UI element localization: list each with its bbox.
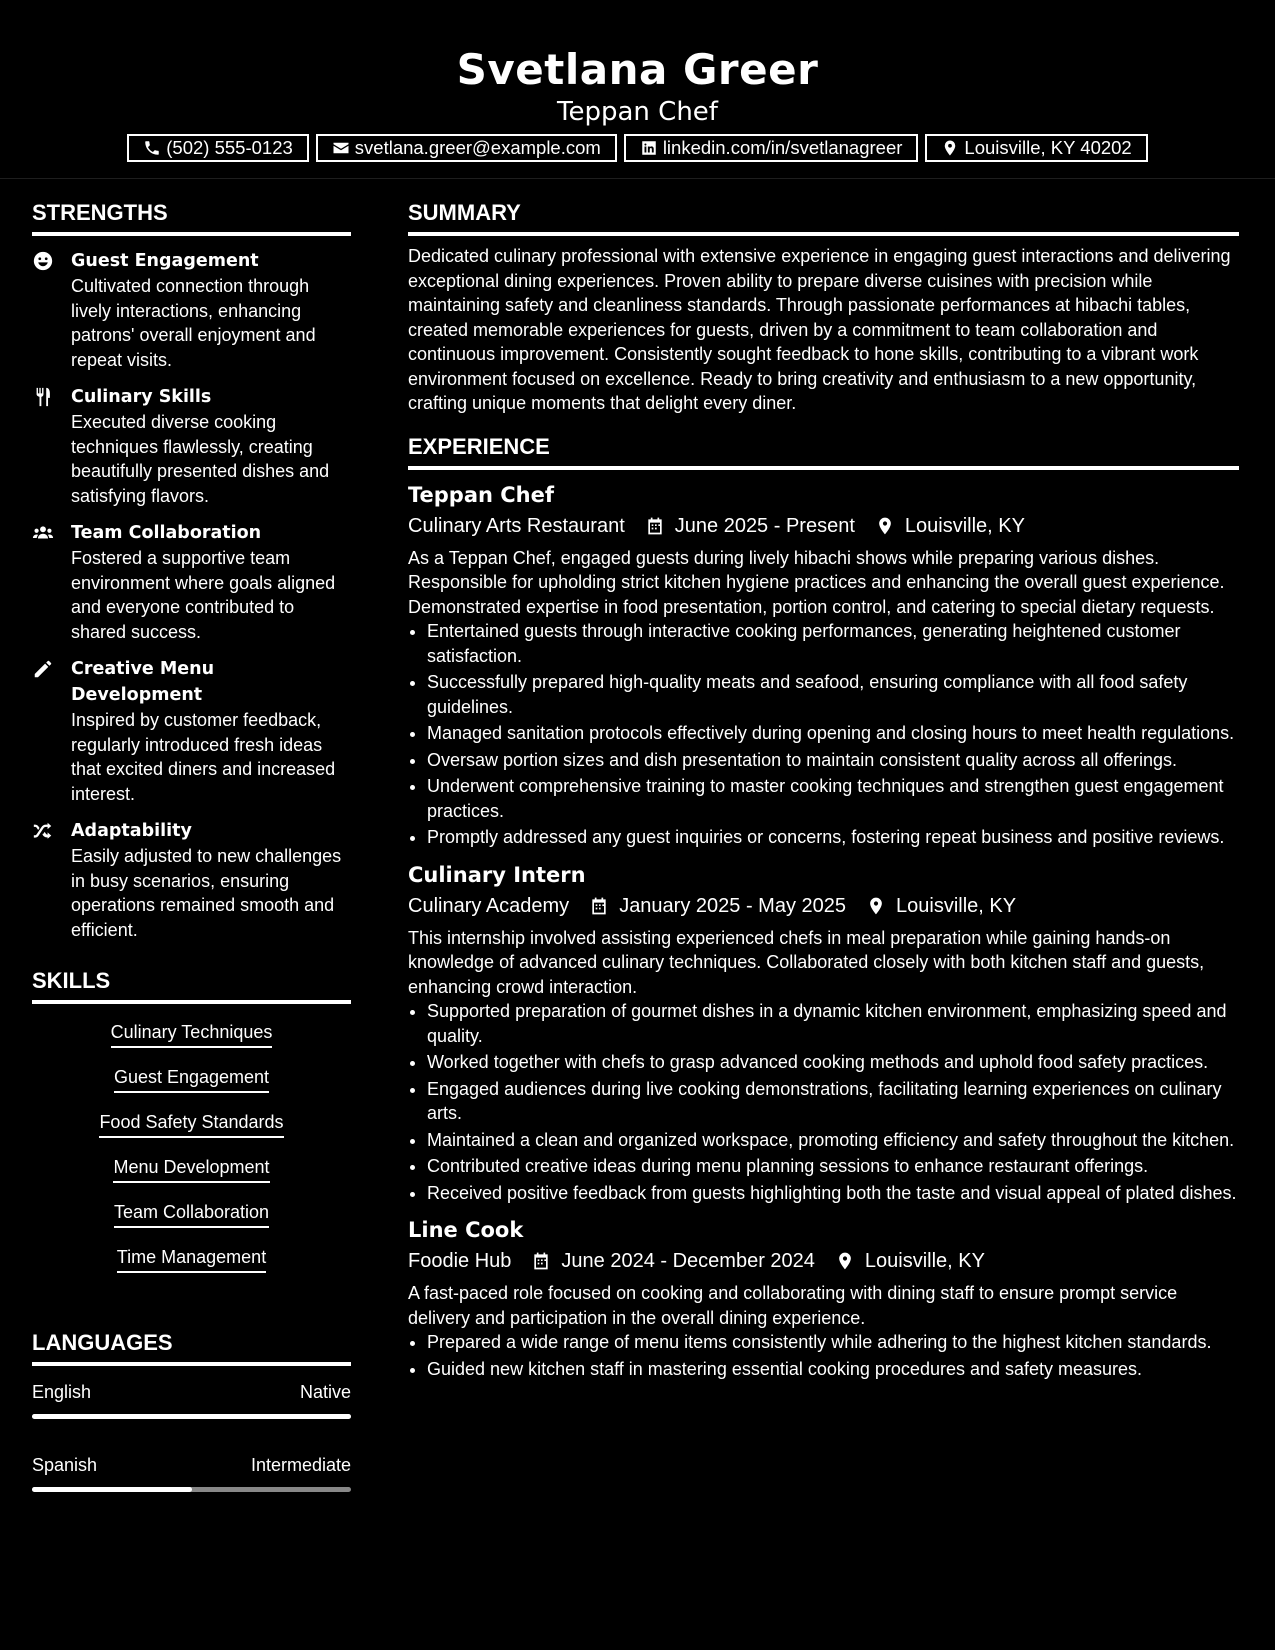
utensils-icon <box>32 386 54 408</box>
right-column <box>408 196 1239 1383</box>
job-title: Culinary Intern <box>408 862 586 887</box>
skills-list <box>32 1020 351 1290</box>
summary-heading: SUMMARY <box>408 196 1239 236</box>
strength-title: Creative Menu Development <box>71 659 215 705</box>
strength-title: Guest Engagement <box>71 251 259 271</box>
job-entry <box>408 480 1239 850</box>
job-location: Louisville, KY <box>864 1250 985 1272</box>
map-pin-icon <box>941 139 959 157</box>
strength-desc: Cultivated connection through lively interactions, enhancing patrons' overall enjoyment and repeat visits. <box>71 276 316 370</box>
bullet-item: • Guided new kitchen staff in mastering essential cooking procedures and safety measures. <box>427 1357 1239 1382</box>
job-location: Louisville, KY <box>896 894 1017 917</box>
bullet-item: • Maintained a clean and organized workspace, promoting efficiency and safety throughout the kitchen. <box>427 1128 1239 1153</box>
skill-tag: Guest Engagement <box>114 1065 269 1093</box>
language-name: Spanish <box>32 1455 98 1475</box>
language-proficiency-bar <box>32 1414 351 1419</box>
language-proficiency-fill <box>32 1414 351 1419</box>
language-list <box>32 1380 351 1492</box>
contact-email[interactable] <box>316 134 617 162</box>
job-title: Line Cook <box>408 1218 524 1242</box>
candidate-name: Svetlana Greer <box>456 45 819 94</box>
pencil-icon <box>32 658 54 680</box>
bullet-item: • Managed sanitation protocols effectively during opening and closing hours to meet health regulations. <box>427 721 1239 746</box>
job-title: Teppan Chef <box>408 482 555 507</box>
job-meta <box>408 510 1239 542</box>
email-text: svetlana.greer@example.com <box>354 137 601 158</box>
job-bullets <box>408 1330 1239 1381</box>
bullet-item: • Received positive feedback from guests highlighting both the taste and visual appeal of plated dishes. <box>427 1181 1239 1206</box>
smile-icon <box>32 250 54 272</box>
bullet-item: • Prepared a wide range of menu items consistently while adhering to the highest kitchen standards. <box>427 1330 1239 1355</box>
language-level: Intermediate <box>250 1455 351 1475</box>
phone-icon <box>143 139 161 157</box>
strength-title: Culinary Skills <box>71 387 212 407</box>
strength-title: Team Collaboration <box>71 523 262 543</box>
strength-item <box>32 248 351 372</box>
strength-item <box>32 656 351 806</box>
bullet-item: • Worked together with chefs to grasp advanced cooking methods and uphold food safety practices. <box>427 1050 1239 1075</box>
envelope-icon <box>332 139 350 157</box>
job-dates: June 2025 - Present <box>674 514 855 537</box>
bullet-item: • Supported preparation of gourmet dishes in a dynamic kitchen environment, emphasizing speed and quality. <box>427 999 1239 1048</box>
left-column <box>32 196 351 1526</box>
job-entry <box>408 860 1239 1206</box>
skill-tag: Culinary Techniques <box>111 1020 273 1048</box>
job-location: Louisville, KY <box>904 514 1025 537</box>
contact-phone[interactable] <box>127 134 309 162</box>
location-text: Louisville, KY 40202 <box>964 137 1132 158</box>
users-icon <box>32 522 54 544</box>
job-entry <box>408 1215 1239 1381</box>
language-item <box>32 1453 351 1492</box>
map-pin-icon <box>866 896 886 916</box>
linkedin-icon <box>640 139 658 157</box>
job-meta <box>408 890 1239 922</box>
job-bullets <box>408 999 1239 1205</box>
strength-desc: Easily adjusted to new challenges in busy scenarios, ensuring operations remained smooth and efficient. <box>71 846 342 940</box>
map-pin-icon <box>875 516 895 536</box>
strengths-heading: STRENGTHS <box>32 196 351 236</box>
candidate-title: Teppan Chef <box>557 97 718 127</box>
strength-desc: Inspired by customer feedback, regularly introduced fresh ideas that excited diners and increased interest. <box>71 710 336 804</box>
language-proficiency-bar <box>32 1487 351 1492</box>
strength-title: Adaptability <box>71 821 192 841</box>
shuffle-icon <box>32 820 54 842</box>
calendar-icon <box>531 1251 551 1271</box>
bullet-item: • Underwent comprehensive training to master cooking techniques and strengthen guest engagement practices. <box>427 774 1239 823</box>
job-bullets <box>408 619 1239 850</box>
calendar-icon <box>589 896 609 916</box>
skills-heading: SKILLS <box>32 964 351 1004</box>
language-name: English <box>32 1382 92 1402</box>
strength-item <box>32 818 351 942</box>
skill-tag: Team Collaboration <box>114 1200 269 1228</box>
skill-tag: Menu Development <box>113 1155 269 1183</box>
job-description: As a Teppan Chef, engaged guests during lively hibachi shows while preparing various dishes. Responsible for upholding strict kitchen hygiene practices and enhancing the overall guest experience. Demonstrated expertise in food presentation, portion control, and catering to special dietary requests. <box>408 547 1225 617</box>
summary-text: Dedicated culinary professional with extensive experience in engaging guest interactions and delivering exceptional dining experiences. Proven ability to prepare diverse cuisines with precision while maintaining safety and cleanliness standards. Through passionate performances at hibachi tables, created memorable experiences for guests, driven by a commitment to team collaboration and continuous improvement. Consistently sought feedback to hone skills, contributing to a vibrant work environment focused on excellence. Ready to bring creativity and enthusiasm to a new opportunity, crafting unique moments that delight every diner. <box>408 246 1231 413</box>
job-company: Culinary Academy <box>408 894 570 917</box>
languages-heading: LANGUAGES <box>32 1326 351 1366</box>
bullet-item: • Engaged audiences during live cooking demonstrations, facilitating learning experiences on culinary arts. <box>427 1077 1239 1126</box>
calendar-icon <box>645 516 665 536</box>
skill-tag: Time Management <box>117 1245 266 1273</box>
strength-item <box>32 520 351 644</box>
bullet-item: • Entertained guests through interactive cooking performances, generating heightened customer satisfaction. <box>427 619 1239 668</box>
language-item <box>32 1380 351 1419</box>
job-dates: January 2025 - May 2025 <box>619 894 846 917</box>
resume-header <box>0 0 1275 179</box>
map-pin-icon <box>835 1251 855 1271</box>
skill-tag: Food Safety Standards <box>99 1110 283 1138</box>
job-description: A fast-paced role focused on cooking and collaborating with dining staff to ensure prompt service delivery and participation in the overall dining experience. <box>408 1283 1178 1328</box>
linkedin-text: linkedin.com/in/svetlanagreer <box>662 137 903 158</box>
bullet-item: • Contributed creative ideas during menu planning sessions to enhance restaurant offerings. <box>427 1154 1239 1179</box>
strength-desc: Executed diverse cooking techniques flawlessly, creating beautifully presented dishes and satisfying flavors. <box>71 412 330 506</box>
bullet-item: • Successfully prepared high-quality meats and seafood, ensuring compliance with all food safety guidelines. <box>427 670 1239 719</box>
contact-bar <box>0 134 1275 162</box>
experience-heading: EXPERIENCE <box>408 430 1239 470</box>
job-dates: June 2024 - December 2024 <box>561 1250 815 1272</box>
job-company: Culinary Arts Restaurant <box>408 514 625 537</box>
contact-location[interactable] <box>925 134 1147 162</box>
strength-item <box>32 384 351 508</box>
job-company: Foodie Hub <box>408 1250 512 1272</box>
strength-desc: Fostered a supportive team environment where goals aligned and everyone contributed to shared success. <box>71 548 336 642</box>
contact-linkedin[interactable] <box>624 134 919 162</box>
job-description: This internship involved assisting experienced chefs in meal preparation while gaining hands-on knowledge of advanced culinary techniques. Collaborated closely with both kitchen staff and guests, enhancing crowd interaction. <box>408 927 1205 997</box>
job-meta <box>408 1245 1239 1277</box>
bullet-item: • Promptly addressed any guest inquiries or concerns, fostering repeat business and positive reviews. <box>427 825 1239 850</box>
phone-text: (502) 555-0123 <box>166 137 293 158</box>
language-level: Native <box>299 1382 351 1402</box>
bullet-item: • Oversaw portion sizes and dish presentation to maintain consistent quality across all offerings. <box>427 748 1239 773</box>
language-proficiency-fill <box>32 1487 192 1492</box>
